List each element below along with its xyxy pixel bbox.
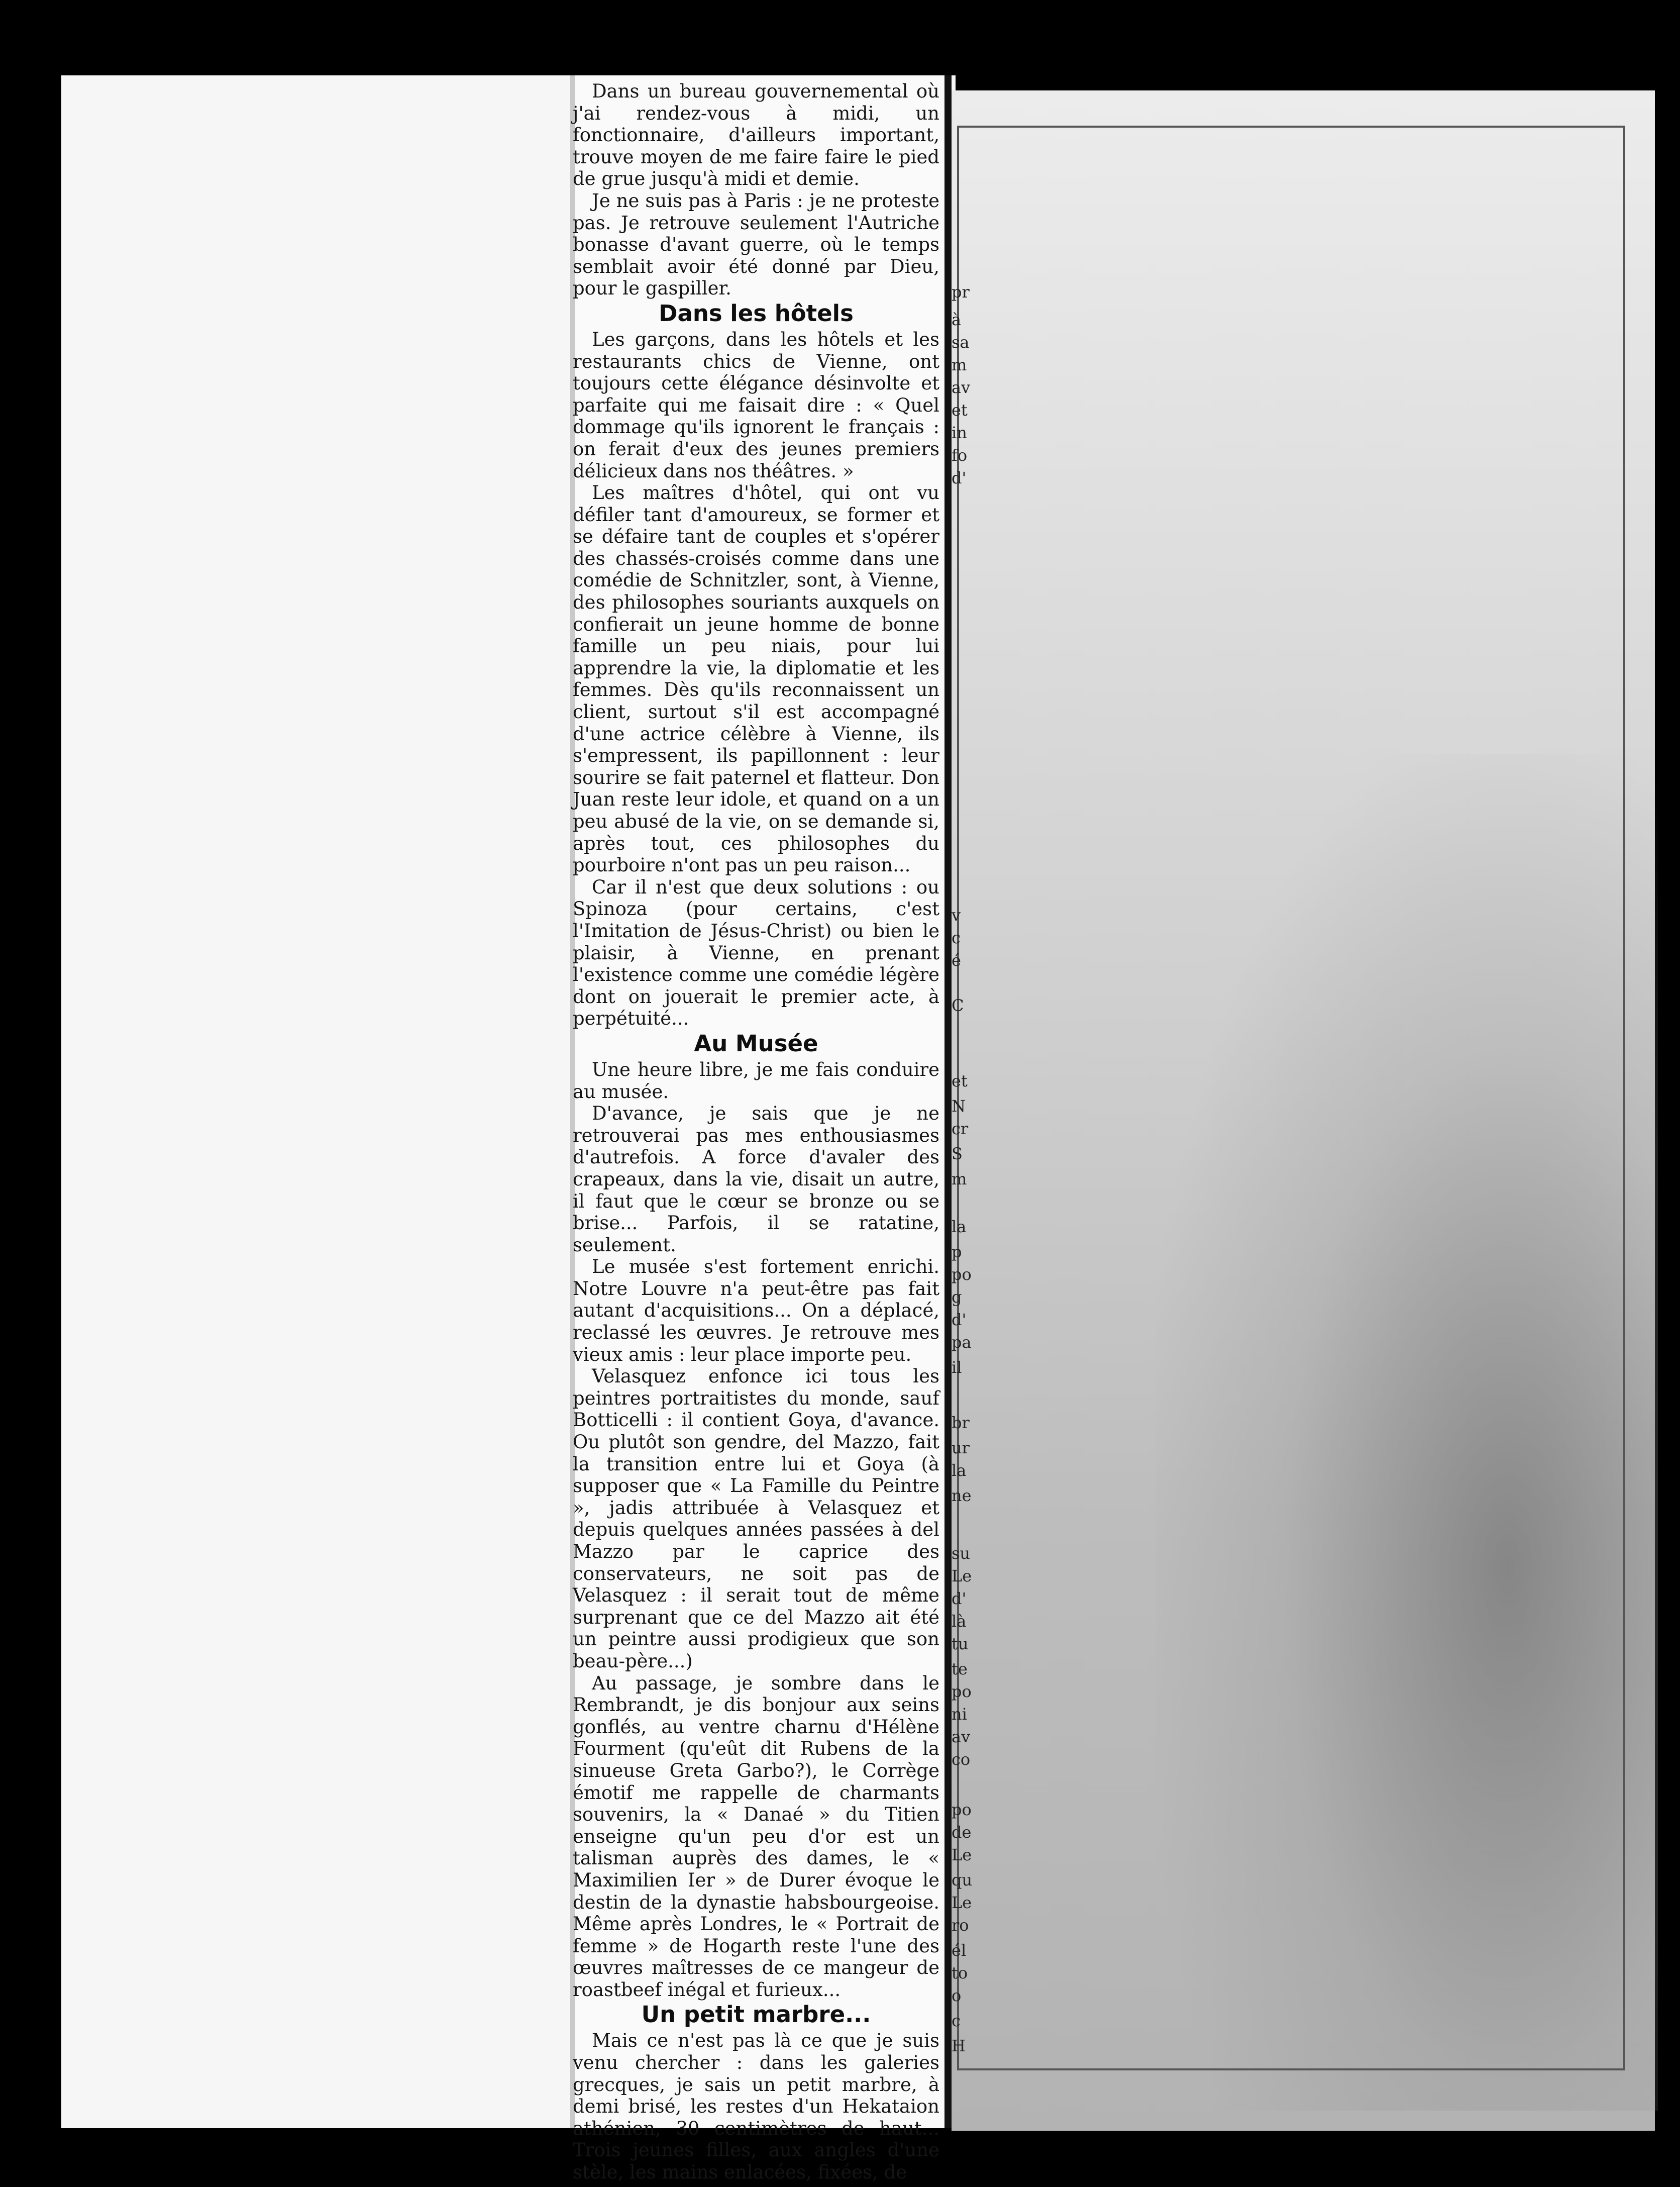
fragment-text: av bbox=[952, 1727, 971, 1746]
article-column bbox=[573, 80, 939, 2183]
fragment-text: d' bbox=[952, 468, 967, 487]
fragment-text: Le bbox=[952, 1845, 972, 1864]
fragment-text: to bbox=[952, 1963, 968, 1982]
paragraph: Je ne suis pas à Paris : je ne proteste pas. Je retrouve seulement l'Autriche bonasse d'avant guerre, où le temps semblait avoir été donné par Dieu, pour le gaspiller. bbox=[573, 189, 939, 300]
fragment-text: ni bbox=[952, 1705, 967, 1724]
section-heading-musee: Au Musée bbox=[694, 1030, 818, 1057]
fragment-text: là bbox=[952, 1612, 967, 1631]
fragment-text: il bbox=[952, 1358, 962, 1377]
paragraph: D'avance, je sais que je ne retrouverai pas mes enthousiasmes d'autrefois. A force d'avaler des crapeaux, dans la vie, disait un autre, il faut que le cœur se bronze ou se brise... Parfois, il se ratatine, seulement. bbox=[573, 1103, 939, 1256]
fragment-text: H bbox=[952, 2036, 966, 2055]
section-heading-marbre: Un petit marbre... bbox=[641, 2001, 871, 2028]
fragment-text: la bbox=[952, 1461, 967, 1480]
section-heading-hotels: Dans les hôtels bbox=[659, 300, 854, 327]
fragment-text: d' bbox=[952, 1589, 967, 1608]
fragment-text: in bbox=[952, 423, 967, 442]
fragment-text: é bbox=[952, 951, 961, 970]
fragment-text: cr bbox=[952, 1119, 969, 1138]
fragment-text: et bbox=[952, 401, 968, 420]
right-page-stain bbox=[1156, 754, 1658, 2111]
fragment-text: te bbox=[952, 1659, 968, 1678]
paragraph: Dans un bureau gouvernemental où j'ai rendez-vous à midi, un fonctionnaire, d'ailleurs important, trouve moyen de me faire faire le pied de grue jusqu'à midi et demie. bbox=[573, 80, 939, 190]
fragment-text: S bbox=[952, 1144, 963, 1163]
fragment-text: sa bbox=[952, 333, 970, 352]
paragraph: Les garçons, dans les hôtels et les restaurants chics de Vienne, ont toujours cette élégance désinvolte et parfaite qui me faisait dire : « Quel dommage qu'ils ignorent le français : on ferait d'eux des jeunes premiers délicieux dans nos théâtres. » bbox=[573, 328, 939, 482]
fragment-text: m bbox=[952, 355, 967, 374]
paragraph: Car il n'est que deux solutions : ou Spinoza (pour certains, c'est l'Imitation de Jésus-Christ) ou bien le plaisir, à Vienne, en prenant l'existence comme une comédie légère dont on jouerait le premier acte, à perpétuité... bbox=[573, 876, 939, 1030]
paragraph: Mais ce n'est pas là ce que je suis venu chercher : dans les galeries grecques, je sais un petit marbre, à demi brisé, les restes d'un Hekataion athénien, 30 centimètres de haut... Trois jeunes filles, aux angles d'une stèle, les mains enlacées, fixées, de bbox=[573, 2030, 939, 2183]
fragment-text: qu bbox=[952, 1870, 973, 1890]
fragment-text: ur bbox=[952, 1438, 970, 1457]
fragment-text: ro bbox=[952, 1916, 969, 1935]
fragment-text: g bbox=[952, 1287, 962, 1307]
paragraph: Une heure libre, je me fais conduire au musée. bbox=[573, 1058, 939, 1103]
fragment-text: Le bbox=[952, 1893, 972, 1912]
paragraph: Au passage, je sombre dans le Rembrandt, je dis bonjour aux seins gonflés, au ventre charnu d'Hélène Fourment (qu'eût dit Rubens de la sinueuse Greta Garbo?), le Corrège émotif me rappelle de charmants souvenirs, la « Danaé » du Titien enseigne qu'un peu d'or est un talisman auprès des dames, le « Maximilien Ier » de Durer évoque le destin de la dynastie habsbourgeoise. Même après Londres, le « Portrait de femme » de Hogarth reste l'une des œuvres maîtresses de ce mangeur de roastbeef inégal et furieux... bbox=[573, 1672, 939, 2001]
fragment-text: br bbox=[952, 1413, 970, 1432]
page-gutter bbox=[944, 75, 952, 2128]
fragment-text: po bbox=[952, 1682, 972, 1701]
fragment-text: et bbox=[952, 1071, 968, 1090]
fragment-text: él bbox=[952, 1941, 967, 1960]
fragment-text: p bbox=[952, 1242, 962, 1261]
fragment-text: ne bbox=[952, 1486, 972, 1505]
fragment-text: po bbox=[952, 1800, 972, 1819]
fragment-text: la bbox=[952, 1217, 967, 1236]
fragment-text: à bbox=[952, 310, 962, 329]
fragment-text: N bbox=[952, 1097, 966, 1116]
fragment-text: av bbox=[952, 378, 971, 397]
fragment-text: pa bbox=[952, 1333, 972, 1352]
fragment-text: co bbox=[952, 1750, 971, 1769]
fragment-text: fo bbox=[952, 446, 968, 465]
fragment-text: su bbox=[952, 1544, 971, 1563]
fragment-text: m bbox=[952, 1169, 967, 1188]
fragment-text: o bbox=[952, 1986, 962, 2005]
paragraph: Le musée s'est fortement enrichi. Notre Louvre n'a peut-être pas fait autant d'acquisitions... On a déplacé, reclassé les œuvres. Je retrouve mes vieux amis : leur place importe peu. bbox=[573, 1256, 939, 1365]
fragment-text: d' bbox=[952, 1310, 967, 1329]
fragment-text: pr bbox=[952, 282, 970, 302]
fragment-text: v bbox=[952, 906, 961, 925]
fragment-text: de bbox=[952, 1823, 972, 1842]
paragraph: Les maîtres d'hôtel, qui ont vu défiler tant d'amoureux, se former et se défaire tant de couples et s'opérer des chassés-croisés comme dans une comédie de Schnitzler, sont, à Vienne, des philosophes souriants auxquels on confierait un jeune homme de bonne famille un peu niais, pour lui apprendre la vie, la diplomatie et les femmes. Dès qu'ils reconnaissent un client, surtout s'il est accompagné d'une actrice célèbre à Vienne, ils s'empressent, ils papillonnent : leur sourire se fait paternel et flatteur. Don Juan reste leur idole, et quand on a un peu abusé de la vie, on se demande si, après tout, ces philosophes du pourboire n'ont pas un peu raison... bbox=[573, 482, 939, 876]
fragment-text: tu bbox=[952, 1634, 969, 1653]
paragraph: Velasquez enfonce ici tous les peintres portraitistes du monde, sauf Botticelli : il contient Goya, d'avance. Ou plutôt son gendre, del Mazzo, fait la transition entre lui et Goya (à supposer que « La Famille du Peintre », jadis attribuée à Velasquez et depuis quelques années passées à del Mazzo par le caprice des conservateurs, ne soit pas de Velasquez : il serait tout de même surprenant que ce del Mazzo ait été un peintre aussi prodigieux que son beau-père...) bbox=[573, 1365, 939, 1672]
fragment-text: Le bbox=[952, 1566, 972, 1585]
fragment-text: c bbox=[952, 928, 961, 947]
fragment-text: c bbox=[952, 2011, 961, 2030]
fragment-text: po bbox=[952, 1265, 972, 1284]
fragment-text: C bbox=[952, 996, 964, 1015]
